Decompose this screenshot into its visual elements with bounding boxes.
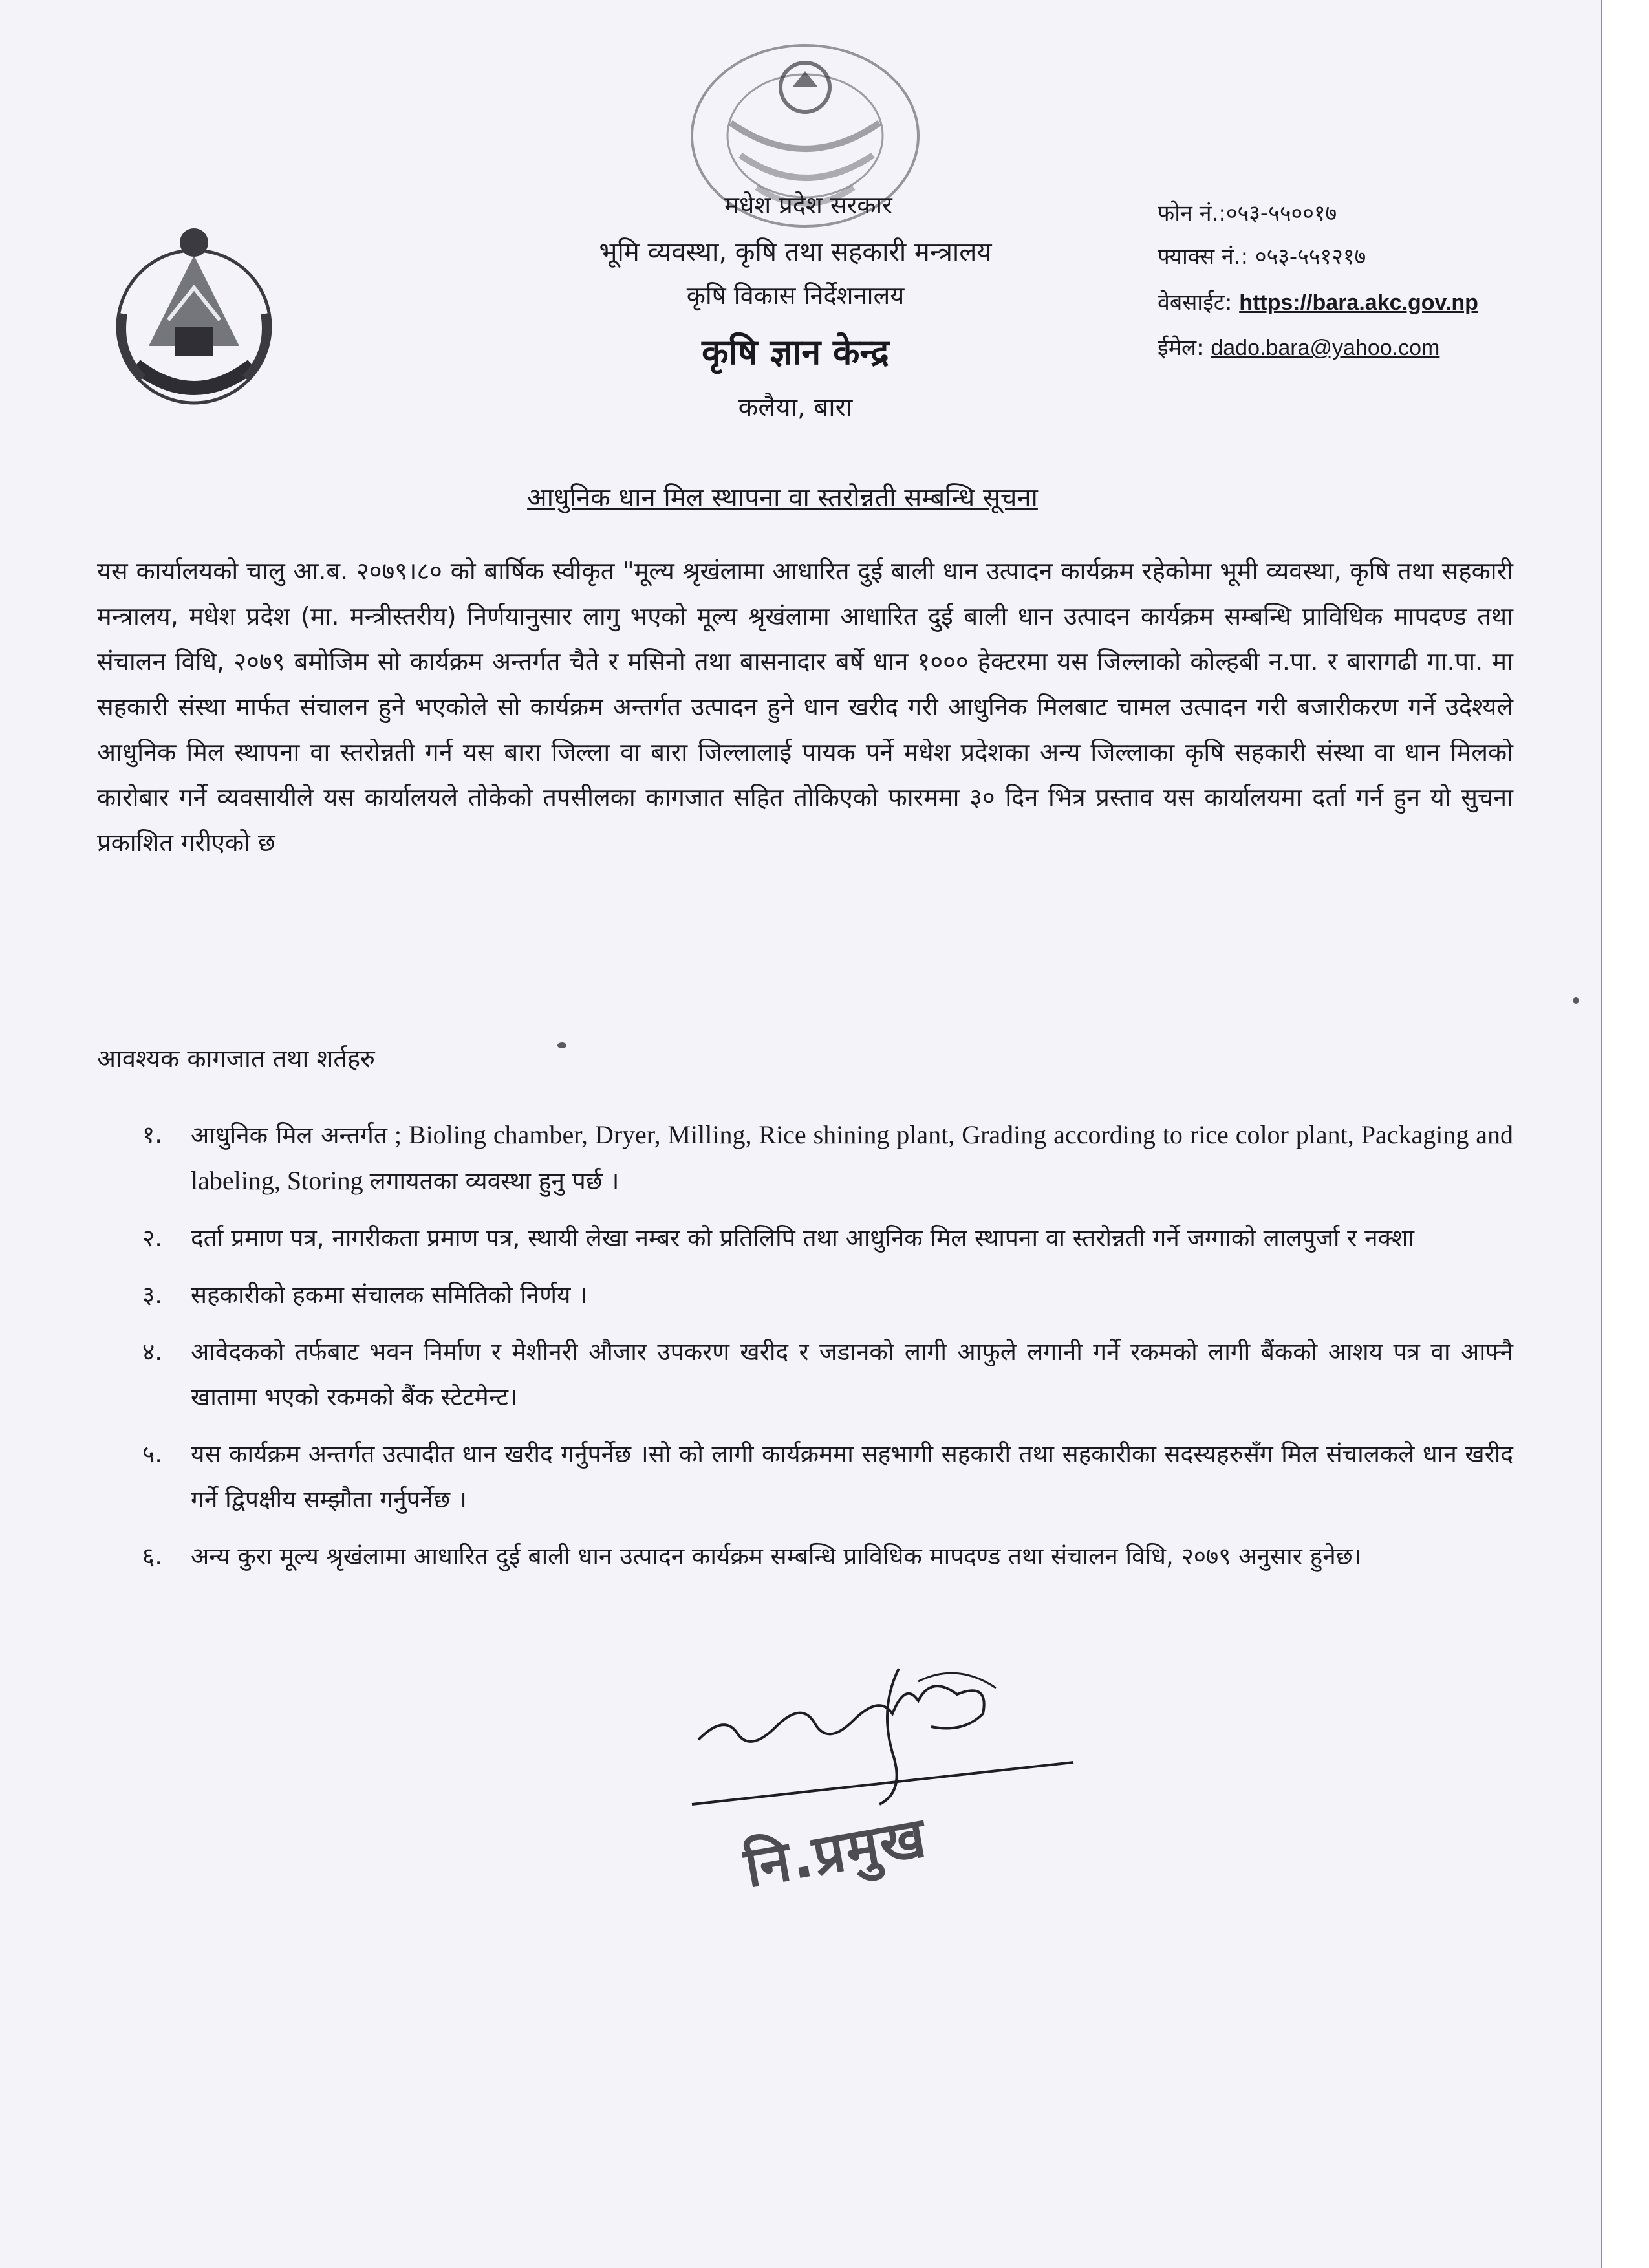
list-item-number: ३.: [142, 1281, 163, 1309]
paper-speck: [1573, 997, 1579, 1004]
contact-phone: [1158, 197, 1337, 227]
paper-speck: [557, 1042, 566, 1048]
fax-label: फ्याक्स नं.:: [1158, 244, 1249, 270]
website-label: वेबसाईट:: [1158, 290, 1233, 316]
requirements-heading: आवश्यक कागजात तथा शर्तहरु: [97, 1044, 375, 1073]
fax-value: ०५३-५५१२१७: [1255, 244, 1366, 270]
phone-label: फोन नं.:: [1158, 200, 1226, 226]
list-item: [142, 1330, 1513, 1420]
list-item-number: ६.: [142, 1542, 163, 1570]
header-center-title: कृषि ज्ञान केन्द्र: [702, 332, 889, 373]
requirements-list: [142, 1112, 1513, 1591]
list-item: [142, 1432, 1513, 1522]
nepal-government-emblem-icon: [97, 217, 291, 417]
website-link[interactable]: https://bara.akc.gov.np: [1239, 290, 1478, 315]
list-item-text: आधुनिक मिल अन्तर्गत: [191, 1121, 387, 1149]
notice-body: यस कार्यालयको चालु आ.ब. २०७९।८० को बार्षिक स्वीकृत "मूल्य श्रृखंलामा आधारित दुई बाली धान उत्पादन कार्यक्रम रहेकोमा भूमी व्यवस्था, कृषि तथा सहकारी मन्त्रालय, मधेश प्रदेश (मा. मन्त्रीस्तरीय) निर्णयानुसार लागु भएको मूल्य श्रृखंलामा आधारित दुई बाली धान उत्पादन कार्यक्रम सम्बन्धि प्राविधिक मापदण्ड तथा संचालन विधि, २०७९ बमोजिम सो कार्यक्रम अन्तर्गत चैते र मसिनो तथा बासनादार बर्षे धान १००० हेक्टरमा यस जिल्लाको कोल्हबी न.पा. र बारागढी गा.पा. मा सहकारी संस्था मार्फत संचालन हुने भएकोले सो कार्यक्रम अन्तर्गत उत्पादन हुने धान खरीद गरी आधुनिक मिलबाट चामल उत्पादन गरी बजारीकरण गर्ने उदेश्यले आधुनिक मिल स्थापना वा स्तरोन्नती गर्न यस बारा जिल्ला वा बारा जिल्लालाई पायक पर्ने मधेश प्रदेशका अन्य जिल्लाका कृषि सहकारी संस्था वा धान मिलको कारोबार गर्ने व्यवसायीले यस कार्यालयले तोकेको तपसीलका कागजात सहित तोकिएको फारममा ३० दिन भित्र प्रस्ताव यस कार्यालयमा दर्ता गर्न हुन यो सुचना प्रकाशित गरीएको छ: [97, 557, 1513, 857]
list-item-english-text: ; Bioling chamber, Dryer, Milling, Rice shining plant, Grading according to rice color plant, Packaging and labeling, Storing: [191, 1120, 1513, 1195]
list-item-text: आवेदकको तर्फबाट भवन निर्माण र मेशीनरी औजार उपकरण खरीद र जडानको लागी आफुले लगानी गर्ने रकमको लागी बैंकको आशय पत्र वा आफ्नै खातामा भएको रकमको बैंक स्टेटमेन्ट।: [191, 1338, 1513, 1411]
designation-stamp-text: नि.प्रमुख: [740, 1804, 932, 1901]
header-ministry: भूमि व्यवस्था, कृषि तथा सहकारी मन्त्रालय: [599, 237, 992, 267]
list-item-text: अन्य कुरा मूल्य श्रृखंलामा आधारित दुई बाली धान उत्पादन कार्यक्रम सम्बन्धि प्राविधिक मापदण्ड तथा संचालन विधि, २०७९ अनुसार हुनेछ।: [191, 1542, 1362, 1570]
list-item-text: यस कार्यक्रम अन्तर्गत उत्पादीत धान खरीद गर्नुपर्नेछ ।सो को लागी कार्यक्रममा सहभागी सहकारी तथा सहकारीका सदस्यहरुसँग मिल संचालकले धान खरीद गर्ने द्विपक्षीय सम्झौता गर्नुपर्नेछ ।: [191, 1440, 1513, 1513]
list-item: [142, 1112, 1513, 1204]
list-item-number: ४.: [142, 1338, 163, 1366]
list-item: [142, 1534, 1513, 1579]
list-item-text: दर्ता प्रमाण पत्र, नागरीकता प्रमाण पत्र, स्थायी लेखा नम्बर को प्रतिलिपि तथा आधुनिक मिल स्थापना वा स्तरोन्नती गर्ने जग्गाको लालपुर्जा र नक्शा: [191, 1224, 1414, 1252]
contact-fax: [1158, 241, 1366, 270]
list-item-text-end: लगायतका व्यवस्था हुनु पर्छ ।: [369, 1167, 620, 1195]
header-department: कृषि विकास निर्देशनालय: [686, 281, 905, 310]
list-item: [142, 1273, 1513, 1318]
header-location: कलैया, बारा: [738, 393, 853, 422]
scan-margin: [1602, 0, 1649, 2268]
email-label: ईमेल:: [1158, 335, 1204, 361]
phone-value: ०५३-५५००१७: [1225, 200, 1337, 226]
notice-subject: आधुनिक धान मिल स्थापना वा स्तरोन्नती सम्बन्धि सूचना: [527, 483, 1038, 513]
list-item-number: ५.: [142, 1440, 163, 1468]
list-item: [142, 1216, 1513, 1261]
list-item-text: सहकारीको हकमा संचालक समितिको निर्णय ।: [191, 1281, 588, 1309]
header-province: मधेश प्रदेश सरकार: [724, 191, 892, 219]
list-item-number: २.: [142, 1224, 163, 1252]
email-link[interactable]: dado.bara@yahoo.com: [1211, 336, 1440, 360]
contact-website: [1158, 286, 1478, 316]
list-item-number: १.: [142, 1121, 163, 1149]
contact-email: [1158, 332, 1439, 362]
